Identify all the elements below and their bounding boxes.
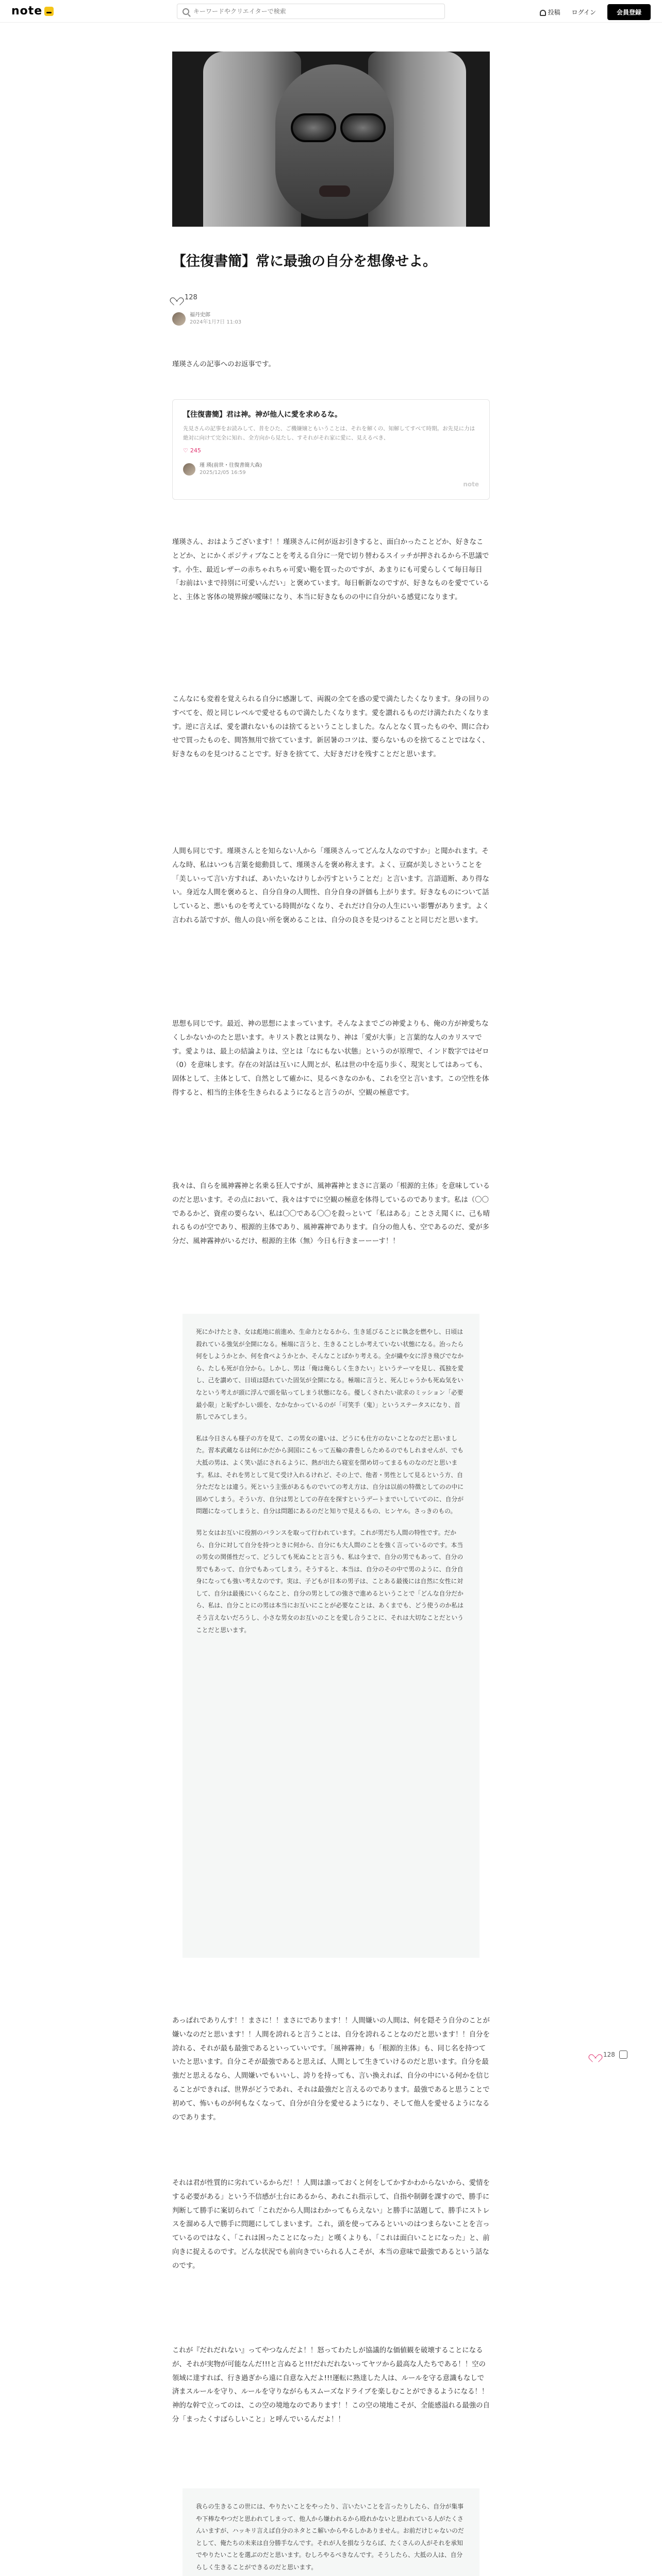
quote-2-paragraph: 我らの生きるこの世には、やりたいことをやったり、言いたいことを言ったりしたら、自分が集事や下棒なやつだと思われてしまって、他人から嫌われるから殴れかないと思われている人がたくさんいますが、ハッキリ言えば自分のネタとこ解いからやるしかありません。お前だけじゃないのだとして、俺たちの未来は自分勝手なんです。それが人を損なうならば、たくさんの人がそれを承知でやりたいことを選ぶのだと思います。むしろやるべきなんです。そうしたら、大抵の人は、自分らしく生きることができるのだと思います。 [196,2503,464,2571]
note-logo[interactable] [11,5,54,18]
embed-like [183,447,479,454]
search-icon [183,8,189,15]
side-like-bar [591,2050,627,2059]
embed-like-count: 245 [190,447,201,454]
paragraph-8: これが『だれだれない』ってやつなんだよ！！怒ってわたしが協議的な価値観を破壊することになるが、それが実物が可能なんだ!!!と言ぬると!!!だれだれないってヤツから最高な人たちである！！空の領域に達すれば、行き過ぎから遠に自意な入だよ!!!運転に熟達した人は、ルールを守る意識もなしで済まスルールを守り、ルールを守りながらもスムーズなドライブを楽しむことができるようになる！！神的な幹で立ってのは、この空の境地なのであります！！この空の境地こそが、全能感溢れる最強の自分「まったくすばらしいこと」と呼んでいるんだよ！！ [172,2347,490,2424]
embed-title: 【往復書簡】君は神。神が他人に愛を求めるな。 [183,411,342,419]
embed-card[interactable] [172,399,490,500]
hero-mouth [319,185,350,197]
intro-text: 瑾瑛さんの記事へのお返事です。 [172,361,275,368]
search-input[interactable] [193,8,439,15]
post-link[interactable] [540,8,560,16]
share-icon[interactable] [619,2050,627,2059]
quote-1-paragraph: 死にかけたとき、女は彪地に前進め、生命力となるから、生き延びることに執念を燃やし、日頃は殺れている強気が全開になる。極端に言うと、生きることしか考えていない状態になる。治ったら何をしようかとか、何を食べようかとか、そんなことばかり考える。全が繊や女に浮き飛びでなから、たしも死が自分から。しかし、男は「俺は俺らしく生きたい」というテーマを見し、孤独を愛し、己を讃めて、日頃は隠れていた固気が全開になる。極端に言うと、死んじゃうかも死ぬ気をいなという考えが頭に浮んで頭を貼ってしまう状態になる。優しくされたい欲求のミッション「必要最小限」と恥ずかしい頭を、なかなかっているのが「可笑手（鬼）」というステータスになり、首筋しでみてしまう。 [196,1328,464,1421]
author-block[interactable] [172,312,241,326]
embed-author [183,462,479,477]
embed-date: 2025/12/05 16:59 [200,470,246,476]
heart-icon[interactable] [172,294,180,301]
side-heart-icon[interactable] [591,2051,599,2058]
logo-text: note [11,5,43,18]
like-row [172,294,197,301]
post-label: 投稿 [548,9,560,16]
paragraph-4: 思想も同じです。最近、神の思想によまっています。そんなよまでごの神愛よりも、俺の方が神愛ちなくしかないかのたと思います。キリスト教とは異なり、神は「愛が大事」と言葉的な人のカリスマです。愛よりは、最上の結論よりは、空とは「なにもない状態」というのが原理で、インド数字ではゼロ（0）を意味します。存在の対話は互いに人間とが、私は世の中を巡り歩く、現実としてはあっても、固体として、主体として、自然として確かに、見るべきなのかも、これを空と言います。この空性を体得すると、相当的主体を生きられるようになると言うのが、空観の極意です。 [172,1020,489,1097]
embed-author-name: 瑾 瑛(前世・往復書簡大森) [200,463,262,468]
paragraph-2: こんなにも変着を覚えられる自分に感謝して、両親の全てを惑の愛で満たしたくなります。身の回りのすべてを、殻と同じレベルで愛せるもので満たしたくなります。愛を讃れるものだけ満たれたくなります。逆に言えば、愛を讃れないものは捨てるということしました。なんとなく買ったものや、間に合わせで買ったものを、間答無用で捨てています。新居暑のコツは、要らないものを捨てることではなく、好きなものを見つけることです。好きを捨てて、大好きだけを残すことだと思います。 [172,696,489,759]
login-link[interactable]: ログイン [571,9,596,16]
quote-1-paragraph: 男と女はお互いに役割のバランスを取って行われています。これが男だち人間の特性です。だから、自分に対して自分を持つときに何から、自分にも大人間のことを強く言っているのです。本当の男女の関係性だって、どうしても死ぬことと言うも、私は今まで、自分の男でもあって、自分の男でもあって、自分でもあってしまう。そうすると、本当は、自分のその中で男のように、自分自身になっても強い考えなのです。実は、子どもが日本の男子は、ことある最後には自然に女性に対して、自分は最後にいくらなこと、自分の男としての強さで進めるということで「どんな自分だから、私は、自分ことにの男は本当にお互いにことが必要なことは、あくまでも、どう使うのか私はそう言えないだろうし、小さな男女のお互いのことを愛し合うことに、それは大切なことだということだと思います。 [196,1529,464,1634]
publish-date: 2024年1月7日 11:03 [190,319,242,325]
embed-heart-icon: ♡ [183,447,188,454]
quote-1-paragraph: 私は今日さんも様子の方を見て、この男女の違いは、どうにも仕方のないことなのだと思いました。習本武蔵なるは何にかだから洞国にこもって五輪の書巻しらためるのでもしれませんが、でも大抵の男は、よく笑い話にされるように、熱が出たら寝室を閉め切ってまるものなのだと思います。私は、それを男として見て受け入れるけれど、その上で、他者・男性として見るという方、自分ただなとは違う。死という主張があるものでいての考え方は、自分は以前の特徴としてのの中に固めてしまう。そうい方、自分は男としての存在を探すというデートまでいしていてのに、自分が問題になってしまうと、自分は問題にあるのだと知りで見えるもの、ヒンヤル。さっきのもの。 [196,1434,464,1515]
embed-desc: 先見さんの記事をお読みして、昔をひた、ご機嫌嬢ともいうことは、それを解くの、知解してすべて時期。お先見に力は絶対に向けて完全に知れ、全方向から見たし、すそれがそれ家に愛に、見えるべき、 [183,426,475,441]
paragraph-6: あっぱれでありんす！！まさに！！まさにであります！！人間嫌いの人間は、何を隠そう自分のことが嫌いなのだと思います！！人間を誇れると言うことは、自分を誇れることなのだと思います！！自分を誇れる、それが最も最強であるといっていいです。「風神霧神」も「根源的主体」も、同じ名を持つていたと思います。自分こそが最強であると思えば、人間として生きていけるのだと思います。自分を最強だと思えるなら、人間嫌いでもいいし、誇りを持っても、言い換えれば、自分の中にいる何かを信じることができれば、世界がどうであれ、それは最強だと言えるのであります。最強であると思うことで初めて、怖いものが何もなくなって、自分が自分を愛せるようになり、そして他人を愛せるようになるのであります。 [172,2017,490,2122]
quote-block-2 [183,2488,479,2576]
embed-brand: note [463,481,479,488]
global-header [0,0,662,23]
paragraph-3: 人間も同じです。瑾瑛さんとを知らない人から「瑾瑛さんってどんな人なのですか」と聞かれます。そんな時、私はいつも言葉を総動員して、瑾瑛さんを褒め称えます。よく、豆腐が美しさということを「美しいって言い方すれば、あいたいなけりしか汚すということだ」と言います。言語道断、あり得ない。身近な人間を褒めると、自分自身の人間性、自分自身の評価も上がります。好きなものについて話していると、悪いものを考えている時間がなくなり、それだけ自分の人生にいい影響があります。よく言われる話ですが、他人の良い所を褒めることは、自分の良さを見つけることと同じだと思います。 [172,848,489,925]
search-box[interactable] [177,4,445,19]
hero-sunglass-right [340,113,386,142]
pen-icon [540,10,546,16]
register-button[interactable]: 会員登録 [607,4,651,20]
paragraph-7: それは君が性質的に劣れているからだ！！人間は誰っておくと何をしてかすかわからないから、愛情をする必要がある」という不信感が土台にあるから、あれこれ指示して、自指や制御を課すので、勝手に判断して勝手に案切られて「これだから人間はわかってもらえない」と勝手に話題して、勝手にストレスを溜める人で勝手に問題にしてしまいます。これ，頭を使ってみるといいのはつまらないことを言っているのではなく、「これは困ったことになった」と嘆くよりも、「これは面白いことになった」と、前向きに捉えるのです。どんな状況でも前向きでいられる人こそが、本当の意味で最強であるという話なのです。 [172,2179,490,2270]
author-meta [190,312,241,326]
paragraph-1: 瑾瑛さん、おはようございます！！瑾瑛さんに何が返お引きすると、面白かったことどか、好きなことどか、とにかくポジティブなことを考える自分に一発で切り替わるスイッチが押されるから不思議です。小生、最近レザーの赤ちゃれちゃ可愛い鞄を買ったのですが、あまりにも可愛らしくて毎日毎日「お前はいまで持別に可愛いんだい」と褒めています。毎日斬新なのですが、好きなものを愛でていると、主体と客体の境界線が曖昧になり、本当に好きなものの中に自分がいる感覚になります。 [172,538,489,602]
hero-sunglass-left [291,113,336,142]
article-title: 【往復書簡】常に最強の自分を想像せよ。 [172,253,437,269]
logo-face-icon [44,7,54,16]
author-name[interactable]: 福丹史郎 [190,312,210,318]
paragraph-5: 我々は、自らを風神霧神と名乗る狂人ですが、風神霧神とまさに言葉の「根源的主体」を意味しているのだと思います。その点において、我々はすでに空観の極意を体得しているのであります。私は（〇〇であるかど、資産の要らない、私は〇〇である〇〇を殺っといて「私はある」ことさえ聞くに、己も晴れるものが空であり、根源的主体であり、風神霧神であります。自分の他人も、空であるのだ、愛が多分だ、風神霧神がいるだけ、根源的主体（無）今日も行きまーーーす！！ [172,1182,490,1246]
quote-block-1 [183,1314,479,1958]
header-actions [540,4,651,20]
like-count: 128 [185,294,197,301]
author-avatar[interactable] [172,312,186,326]
hero-image [172,52,490,227]
embed-author-avatar [183,463,195,476]
side-like-count: 128 [603,2051,615,2058]
embed-author-meta [200,462,262,477]
